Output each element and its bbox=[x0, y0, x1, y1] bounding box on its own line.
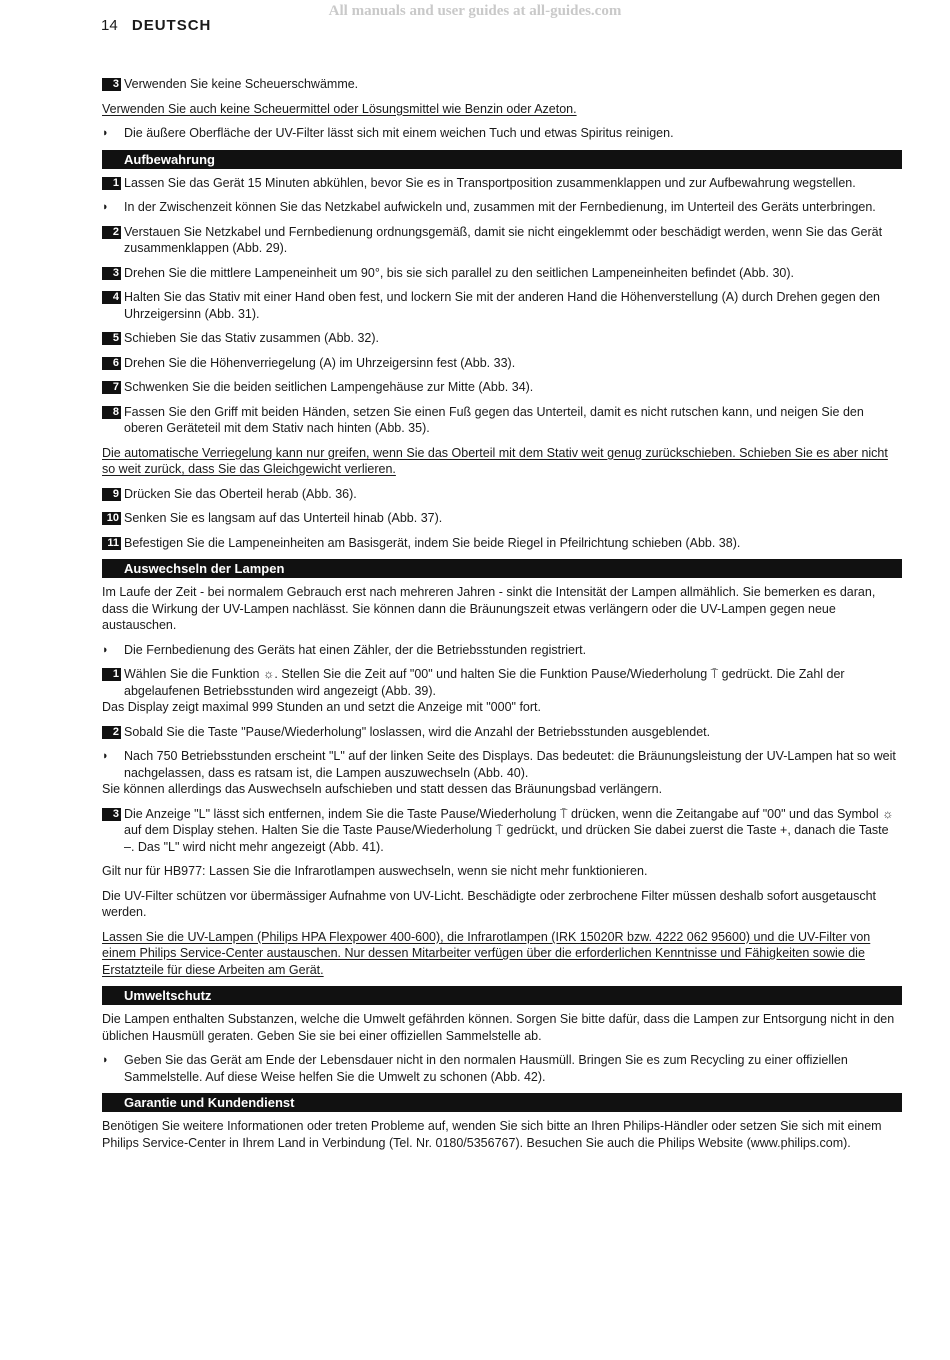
step-item bbox=[102, 404, 902, 437]
step-text: Fassen Sie den Griff mit beiden Händen, setzen Sie einen Fuß gegen das Unterteil, damit es nicht rutschen kann, und neigen Sie den oberen Geräteteil mit dem Stativ nach hinten (Abb. 35). bbox=[124, 404, 864, 435]
step-number: 3 bbox=[102, 267, 121, 280]
step-number: 10 bbox=[102, 512, 121, 525]
paragraph: Sie können allerdings das Auswechseln aufschieben und statt dessen das Bräunungsbad verlängern. bbox=[102, 782, 663, 796]
bullet-text: In der Zwischenzeit können Sie das Netzkabel aufwickeln und, zusammen mit der Fernbedienung, im Unterteil des Geräts unterbringen. bbox=[124, 200, 876, 214]
warning-note: Verwenden Sie auch keine Scheuermittel oder Lösungsmittel wie Benzin oder Azeton. bbox=[102, 101, 577, 116]
step-number: 1 bbox=[102, 668, 121, 681]
step-item bbox=[102, 76, 902, 93]
section-heading-aufbewahrung: Aufbewahrung bbox=[102, 150, 902, 169]
paragraph: Benötigen Sie weitere Informationen oder treten Probleme auf, wenden Sie sich bitte an Ihren Philips-Händler oder setzen Sie sich mit einem Philips Service-Center in Ihrem Land in Verbindung (Tel. Nr. 0180/5356767). Besuchen Sie auch die Philips Website (www.philips.com). bbox=[102, 1119, 882, 1150]
paragraph: Das Display zeigt maximal 999 Stunden an und setzt die Anzeige mit "000" fort. bbox=[102, 700, 541, 714]
section-heading-garantie: Garantie und Kundendienst bbox=[102, 1093, 902, 1112]
step-text: Drehen Sie die Höhenverriegelung (A) im Uhrzeigersinn fest (Abb. 33). bbox=[124, 355, 516, 370]
section-heading-umweltschutz: Umweltschutz bbox=[102, 986, 902, 1005]
step-number: 8 bbox=[102, 406, 121, 419]
step-text: Senken Sie es langsam auf das Unterteil hinab (Abb. 37). bbox=[124, 511, 443, 525]
bullet-marker: ◗ bbox=[102, 201, 109, 213]
step-text: Wählen Sie die Funktion ☼. Stellen Sie die Zeit auf "00" und halten Sie die Funktion Pause/Wiederholung ⍑ gedrückt. Die Zahl der abgelaufenen Betriebsstunden wird angezeigt (Abb. 39). bbox=[124, 667, 845, 698]
step-text: Die Anzeige "L" lässt sich entfernen, indem Sie die Taste Pause/Wiederholung ⍑ drücken, wenn die Zeitangabe auf "00" und das Symbol ☼ auf dem Display stehen. Halten Sie die Taste Pause/Wiederholung ⍑ gedrückt, und drücken Sie dabei zuerst die Taste +, danach die Taste –. Das "L" wird nicht mehr angezeigt (Abb. 41). bbox=[124, 806, 894, 854]
step-number: 5 bbox=[102, 332, 121, 345]
step-text: Schwenken Sie die beiden seitlichen Lampengehäuse zur Mitte (Abb. 34). bbox=[124, 380, 534, 394]
paragraph: Die UV-Filter schützen vor übermässiger Aufnahme von UV-Licht. Beschädigte oder zerbrochene Filter müssen deshalb sofort ausgetauscht werden. bbox=[102, 888, 877, 919]
step-text: Halten Sie das Stativ mit einer Hand oben fest, und lockern Sie mit der anderen Hand die Höhenverstellung (A) durch Drehen gegen den Uhrzeigersinn (Abb. 31). bbox=[124, 290, 880, 321]
step-number: 9 bbox=[102, 488, 121, 501]
step-item bbox=[102, 175, 902, 192]
bullet-text: Geben Sie das Gerät am Ende der Lebensdauer nicht in den normalen Hausmüll. Bringen Sie es zum Recycling zu einer offiziellen Sammelstelle. Auf diese Weise helfen Sie die Umwelt zu schonen (Abb. 42). bbox=[124, 1053, 848, 1084]
step-text: Sobald Sie die Taste "Pause/Wiederholung" loslassen, wird die Anzahl der Betriebsstunden ausgeblendet. bbox=[124, 724, 711, 739]
step-number: 2 bbox=[102, 226, 121, 239]
step-text: Drehen Sie die mittlere Lampeneinheit um 90°, bis sie sich parallel zu den seitlichen Lampeneinheiten befindet (Abb. 30). bbox=[124, 265, 794, 280]
step-item bbox=[102, 535, 902, 552]
step-text: Verwenden Sie keine Scheuerschwämme. bbox=[124, 77, 359, 91]
step-number: 7 bbox=[102, 381, 121, 394]
bullet-item bbox=[102, 125, 902, 142]
step-text: Verstauen Sie Netzkabel und Fernbedienung ordnungsgemäß, damit sie nicht eingeklemmt oder beschädigt werden, wenn Sie das Gerät zusammenklappen (Abb. 29). bbox=[124, 224, 883, 255]
language-title: DEUTSCH bbox=[131, 17, 212, 34]
step-text: Befestigen Sie die Lampeneinheiten am Basisgerät, indem Sie beide Riegel in Pfeilrichtung schieben (Abb. 38). bbox=[124, 535, 741, 550]
step-item bbox=[102, 806, 902, 856]
bullet-marker: ◗ bbox=[102, 643, 109, 656]
bullet-text: Nach 750 Betriebsstunden erscheint "L" auf der linken Seite des Displays. Das bedeutet: die Bräunungsleistung der UV-Lampen hat so weit nachgelassen, dass es ratsam ist, die Lampen auszuwechseln (Abb. 40). bbox=[124, 749, 896, 780]
step-number: 1 bbox=[102, 177, 121, 190]
bullet-text: Die äußere Oberfläche der UV-Filter lässt sich mit einem weichen Tuch und etwas Spiritus reinigen. bbox=[124, 126, 674, 140]
step-number: 2 bbox=[102, 726, 121, 739]
paragraph: Gilt nur für HB977: Lassen Sie die Infrarotlampen auswechseln, wenn sie nicht mehr funktionieren. bbox=[102, 864, 648, 878]
step-item bbox=[102, 510, 902, 527]
step-number: 11 bbox=[102, 537, 121, 550]
step-number: 6 bbox=[102, 357, 121, 370]
step-number: 4 bbox=[102, 291, 121, 304]
bullet-text: Die Fernbedienung des Geräts hat einen Zähler, der die Betriebsstunden registriert. bbox=[124, 642, 587, 657]
step-item bbox=[102, 666, 902, 699]
step-item bbox=[102, 355, 902, 372]
bullet-item bbox=[102, 748, 902, 781]
bullet-marker: ◗ bbox=[102, 750, 109, 762]
warning-note: Lassen Sie die UV-Lampen (Philips HPA Flexpower 400-600), die Infrarotlampen (IRK 15020R bzw. 4222 062 95600) und die UV-Filter von einem Philips Service-Center austauschen. Nur dessen Mitarbeiter verfügen über die erforderlichen Kenntnisse und Fähigkeiten sowie die Erstatzteile für diese Arbeiten am Gerät. bbox=[102, 929, 871, 977]
bullet-marker: ◗ bbox=[102, 127, 109, 139]
page-header bbox=[101, 17, 211, 34]
paragraph: Die Lampen enthalten Substanzen, welche die Umwelt gefährden können. Sorgen Sie bitte dafür, dass die Lampen zur Entsorgung nicht in den üblichen Hausmüll geraten. Geben Sie sie bei einer offiziellen Sammelstelle ab. bbox=[102, 1012, 895, 1043]
step-item bbox=[102, 379, 902, 396]
step-item bbox=[102, 486, 902, 503]
warning-note: Die automatische Verriegelung kann nur greifen, wenn Sie das Oberteil mit dem Stativ weit genug zurückschieben. Schieben Sie es aber nicht so weit zurück, dass Sie das Gleichgewicht verlieren. bbox=[102, 445, 888, 476]
step-item bbox=[102, 265, 902, 282]
step-text: Lassen Sie das Gerät 15 Minuten abkühlen, bevor Sie es in Transportposition zusammenklappen und zur Aufbewahrung wegstellen. bbox=[124, 175, 856, 190]
bullet-item bbox=[102, 199, 902, 216]
bullet-item bbox=[102, 642, 902, 659]
bullet-item bbox=[102, 1052, 902, 1085]
page-number: 14 bbox=[101, 17, 118, 34]
step-item bbox=[102, 330, 902, 347]
bullet-marker: ◗ bbox=[102, 1054, 109, 1066]
step-item bbox=[102, 224, 902, 257]
watermark: All manuals and user guides at all-guides.com bbox=[328, 3, 622, 19]
manual-content bbox=[102, 76, 902, 1159]
step-item bbox=[102, 724, 902, 741]
step-number: 3 bbox=[102, 808, 121, 821]
step-number: 3 bbox=[102, 78, 121, 91]
step-text: Schieben Sie das Stativ zusammen (Abb. 32). bbox=[124, 331, 379, 345]
step-text: Drücken Sie das Oberteil herab (Abb. 36). bbox=[124, 486, 357, 501]
step-item bbox=[102, 289, 902, 322]
paragraph: Im Laufe der Zeit - bei normalem Gebrauch erst nach mehreren Jahren - sinkt die Intensität der Lampen allmählich. Sie bemerken es daran, dass die Wirkung der UV-Lampen nachlässt. Sie können dann die Bräunungszeit etwas verlängern oder die UV-Lampen gegen neue austauschen. bbox=[102, 585, 876, 632]
section-heading-lampen: Auswechseln der Lampen bbox=[102, 559, 902, 578]
